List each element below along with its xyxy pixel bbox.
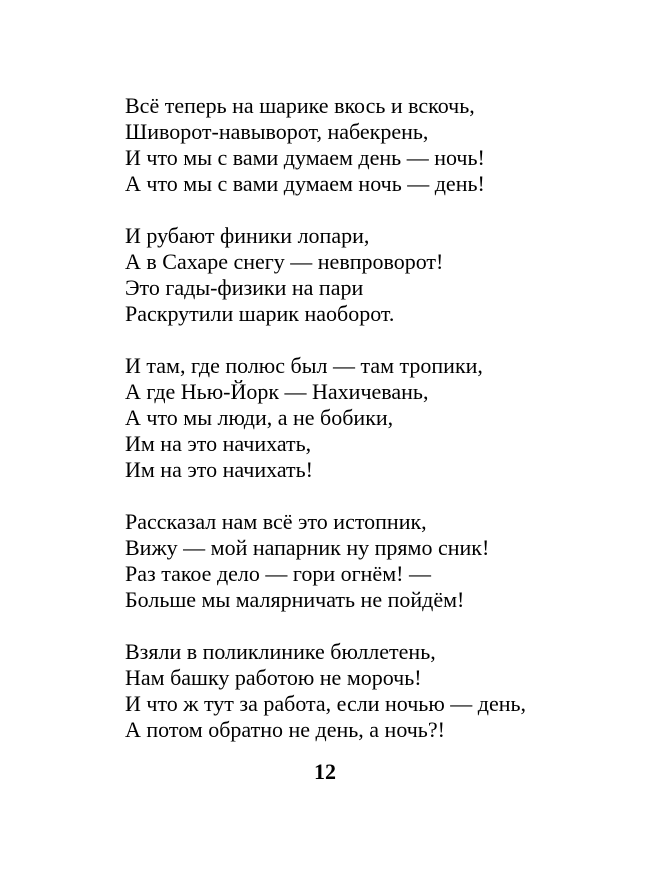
stanza-3 — [125, 353, 625, 483]
poem-line: А что мы люди, а не бобики, — [125, 405, 394, 430]
poem-line: Раз такое дело — гори огнём! — — [125, 561, 431, 586]
poem-text — [125, 93, 625, 769]
poem-line: И что ж тут за работа, если ночью — день, — [125, 691, 527, 716]
poem-line: Им на это начихать! — [125, 457, 313, 482]
poem-line: Нам башку работою не морочь! — [125, 665, 422, 690]
poem-line: Больше мы малярничать не пойдём! — [125, 587, 465, 612]
poem-line: И что мы с вами думаем день — ночь! — [125, 145, 485, 170]
stanza-1 — [125, 93, 625, 197]
poem-line: Шиворот-навыворот, набекрень, — [125, 119, 429, 144]
poem-line: И там, где полюс был — там тропики, — [125, 353, 483, 378]
poem-line: А где Нью-Йорк — Нахичевань, — [125, 379, 429, 404]
poem-line: Рассказал нам всё это истопник, — [125, 509, 427, 534]
poem-line: А что мы с вами думаем ночь — день! — [125, 171, 485, 196]
poem-line: Раскрутили шарик наоборот. — [125, 301, 395, 326]
poem-line: А в Сахаре снегу — невпроворот! — [125, 249, 444, 274]
poem-line: Им на это начихать, — [125, 431, 312, 456]
poem-line: Взяли в поликлинике бюллетень, — [125, 639, 436, 664]
poem-line: И рубают финики лопари, — [125, 223, 370, 248]
poem-line: Всё теперь на шарике вкось и вскочь, — [125, 93, 475, 118]
poem-line: А потом обратно не день, а ночь?! — [125, 717, 445, 742]
page-number: 12 — [314, 759, 336, 784]
stanza-2 — [125, 223, 625, 327]
poem-line: Это гады-физики на пари — [125, 275, 364, 300]
stanza-4 — [125, 509, 625, 613]
stanza-5 — [125, 639, 625, 743]
poem-line: Вижу — мой напарник ну прямо сник! — [125, 535, 490, 560]
